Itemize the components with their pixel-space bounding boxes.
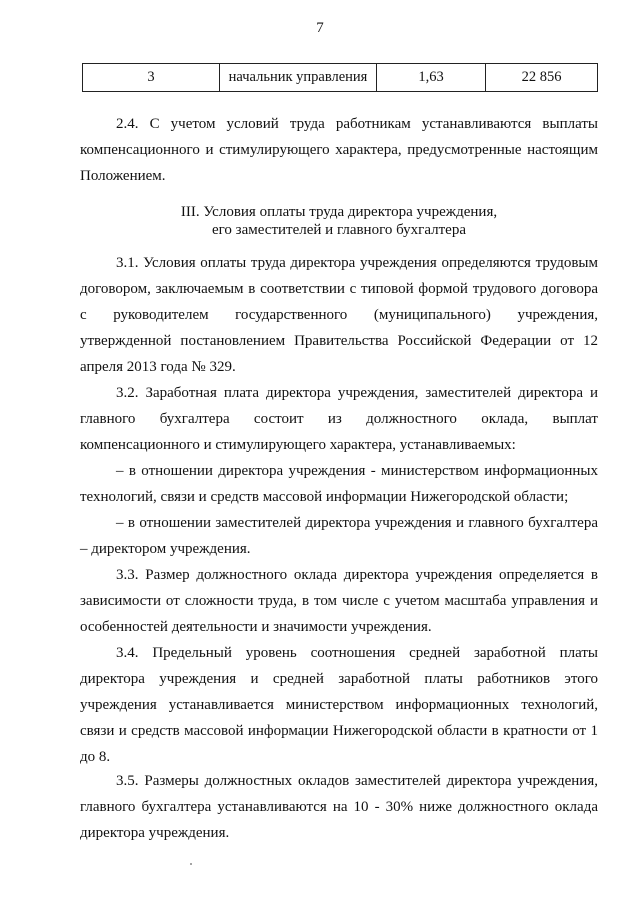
paragraph-3-4: 3.4. Предельный уровень соотношения средней заработной платы директора учреждения и средней заработной платы работников этого учреждения устанавливается министерством информационных технологий, связи и средств массовой информации Нижегородской области в кратности от 1 до 8. xyxy=(80,645,598,765)
scan-speck xyxy=(190,863,192,865)
paragraph-2-4: 2.4. С учетом условий труда работникам устанавливаются выплаты компенсационного и стимулирующего характера, предусмотренные настоящим Положением. xyxy=(80,116,598,184)
table-cell-coefficient: 1,63 xyxy=(377,64,486,92)
paragraph-3-2-item-1: – в отношении директора учреждения - министерством информационных технологий, связи и средств массовой информации Нижегородской области; xyxy=(80,463,598,505)
section-title-line-2: его заместителей и главного бухгалтера xyxy=(212,222,466,238)
paragraph-3-1: 3.1. Условия оплаты труда директора учреждения определяются трудовым договором, заключаемым в соответствии с типовой формой трудового договора с руководителем государственного (муниципального) учреждения, утвержденной постановлением Правительства Российской Федерации от 12 апреля 2013 года № 329. xyxy=(80,255,598,375)
paragraph-3-3: 3.3. Размер должностного оклада директора учреждения определяется в зависимости от сложности труда, в том числе с учетом масштаба управления и особенностей деятельности и значимости учреждения. xyxy=(80,567,598,635)
salary-table xyxy=(82,63,598,92)
page-number: 7 xyxy=(316,20,324,36)
section-title-line-1: III. Условия оплаты труда директора учреждения, xyxy=(180,204,498,220)
table-cell-number: 3 xyxy=(83,64,220,92)
paragraph-3-2-item-2: – в отношении заместителей директора учреждения и главного бухгалтера – директором учреждения. xyxy=(80,515,598,557)
table-cell-salary: 22 856 xyxy=(486,64,598,92)
table-cell-position: начальник управления xyxy=(220,64,377,92)
paragraph-3-5: 3.5. Размеры должностных окладов заместителей директора учреждения, главного бухгалтера устанавливаются на 10 - 30% ниже должностного оклада директора учреждения. xyxy=(80,773,598,841)
paragraph-3-2: 3.2. Заработная плата директора учреждения, заместителей директора и главного бухгалтера состоит из должностного оклада, выплат компенсационного и стимулирующего характера, устанавливаемых: xyxy=(80,385,598,453)
table-row xyxy=(83,64,598,92)
section-title xyxy=(80,203,598,239)
